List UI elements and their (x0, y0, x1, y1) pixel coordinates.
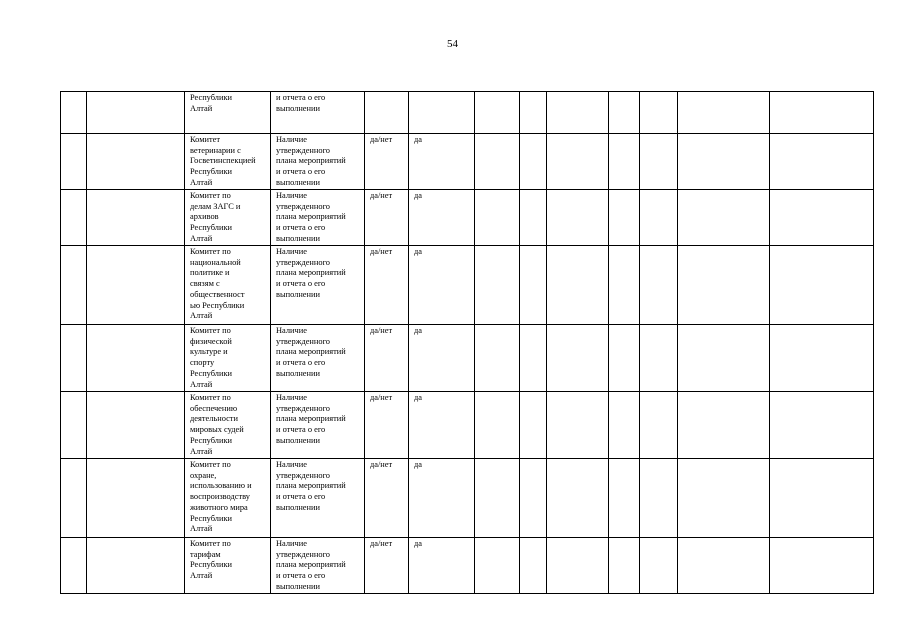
empty-cell (475, 134, 520, 190)
organization-cell: Комитет ветеринарии с Госветинспекцией Республики Алтай (185, 134, 271, 190)
empty-cell (678, 190, 770, 246)
empty-cell (678, 538, 770, 594)
value-cell: да (409, 325, 475, 392)
indicator-cell: Наличие утвержденного плана мероприятий и отчета о его выполнении (271, 459, 365, 538)
empty-cell (640, 134, 678, 190)
empty-cell (678, 246, 770, 325)
empty-cell (547, 325, 609, 392)
empty-cell (475, 92, 520, 134)
empty-cell (609, 392, 640, 459)
number-cell (61, 246, 87, 325)
empty-cell (475, 246, 520, 325)
empty-cell (547, 538, 609, 594)
unit-cell: да/нет (365, 134, 409, 190)
organization-cell: Комитет по физической культуре и спорту Республики Алтай (185, 325, 271, 392)
empty-cell (475, 392, 520, 459)
value-cell: да (409, 392, 475, 459)
empty-cell (678, 325, 770, 392)
empty-cell (770, 538, 874, 594)
indicator-cell: Наличие утвержденного плана мероприятий и отчета о его выполнении (271, 134, 365, 190)
empty-cell (640, 459, 678, 538)
empty-cell (520, 392, 547, 459)
empty-cell (87, 246, 185, 325)
empty-cell (609, 134, 640, 190)
number-cell (61, 459, 87, 538)
value-cell: да (409, 134, 475, 190)
empty-cell (640, 246, 678, 325)
empty-cell (520, 538, 547, 594)
empty-cell (547, 190, 609, 246)
empty-cell (609, 246, 640, 325)
organization-cell: Комитет по охране, использованию и воспроизводству животного мира Республики Алтай (185, 459, 271, 538)
empty-cell (475, 325, 520, 392)
table-row (61, 246, 874, 325)
empty-cell (609, 538, 640, 594)
number-cell (61, 92, 87, 134)
number-cell (61, 538, 87, 594)
organization-cell: Комитет по обеспечению деятельности мировых судей Республики Алтай (185, 392, 271, 459)
empty-cell (87, 325, 185, 392)
table-row (61, 190, 874, 246)
empty-cell (520, 459, 547, 538)
empty-cell (640, 190, 678, 246)
empty-cell (547, 92, 609, 134)
unit-cell (365, 92, 409, 134)
value-cell (409, 92, 475, 134)
empty-cell (547, 246, 609, 325)
indicator-cell: Наличие утвержденного плана мероприятий и отчета о его выполнении (271, 538, 365, 594)
empty-cell (770, 92, 874, 134)
empty-cell (640, 325, 678, 392)
value-cell: да (409, 459, 475, 538)
number-cell (61, 190, 87, 246)
empty-cell (640, 392, 678, 459)
empty-cell (87, 92, 185, 134)
organization-cell: Комитет по делам ЗАГС и архивов Республики Алтай (185, 190, 271, 246)
value-cell: да (409, 190, 475, 246)
number-cell (61, 392, 87, 459)
organization-cell: Республики Алтай (185, 92, 271, 134)
empty-cell (520, 134, 547, 190)
empty-cell (547, 459, 609, 538)
number-cell (61, 325, 87, 392)
empty-cell (678, 459, 770, 538)
table-row (61, 134, 874, 190)
empty-cell (770, 392, 874, 459)
indicator-cell: Наличие утвержденного плана мероприятий и отчета о его выполнении (271, 246, 365, 325)
empty-cell (640, 92, 678, 134)
empty-cell (678, 134, 770, 190)
unit-cell: да/нет (365, 190, 409, 246)
organization-cell: Комитет по национальной политике и связям с общественност ью Республики Алтай (185, 246, 271, 325)
empty-cell (520, 190, 547, 246)
empty-cell (640, 538, 678, 594)
unit-cell: да/нет (365, 246, 409, 325)
indicator-cell: и отчета о его выполнении (271, 92, 365, 134)
empty-cell (547, 392, 609, 459)
unit-cell: да/нет (365, 538, 409, 594)
indicator-cell: Наличие утвержденного плана мероприятий и отчета о его выполнении (271, 392, 365, 459)
monitoring-table (60, 91, 874, 594)
value-cell: да (409, 246, 475, 325)
table-row (61, 325, 874, 392)
empty-cell (87, 392, 185, 459)
empty-cell (87, 134, 185, 190)
table-row (61, 459, 874, 538)
empty-cell (770, 325, 874, 392)
unit-cell: да/нет (365, 325, 409, 392)
empty-cell (87, 190, 185, 246)
indicator-cell: Наличие утвержденного плана мероприятий и отчета о его выполнении (271, 190, 365, 246)
empty-cell (770, 246, 874, 325)
empty-cell (609, 325, 640, 392)
table-row (61, 538, 874, 594)
table-row (61, 92, 874, 134)
empty-cell (475, 459, 520, 538)
empty-cell (770, 459, 874, 538)
empty-cell (678, 92, 770, 134)
empty-cell (770, 190, 874, 246)
empty-cell (475, 538, 520, 594)
empty-cell (520, 325, 547, 392)
empty-cell (609, 190, 640, 246)
empty-cell (87, 538, 185, 594)
indicator-cell: Наличие утвержденного плана мероприятий и отчета о его выполнении (271, 325, 365, 392)
value-cell: да (409, 538, 475, 594)
empty-cell (475, 190, 520, 246)
empty-cell (547, 134, 609, 190)
unit-cell: да/нет (365, 459, 409, 538)
organization-cell: Комитет по тарифам Республики Алтай (185, 538, 271, 594)
empty-cell (678, 392, 770, 459)
empty-cell (770, 134, 874, 190)
empty-cell (520, 246, 547, 325)
unit-cell: да/нет (365, 392, 409, 459)
empty-cell (87, 459, 185, 538)
page-number: 54 (447, 38, 458, 50)
table-row (61, 392, 874, 459)
empty-cell (609, 459, 640, 538)
number-cell (61, 134, 87, 190)
empty-cell (609, 92, 640, 134)
empty-cell (520, 92, 547, 134)
